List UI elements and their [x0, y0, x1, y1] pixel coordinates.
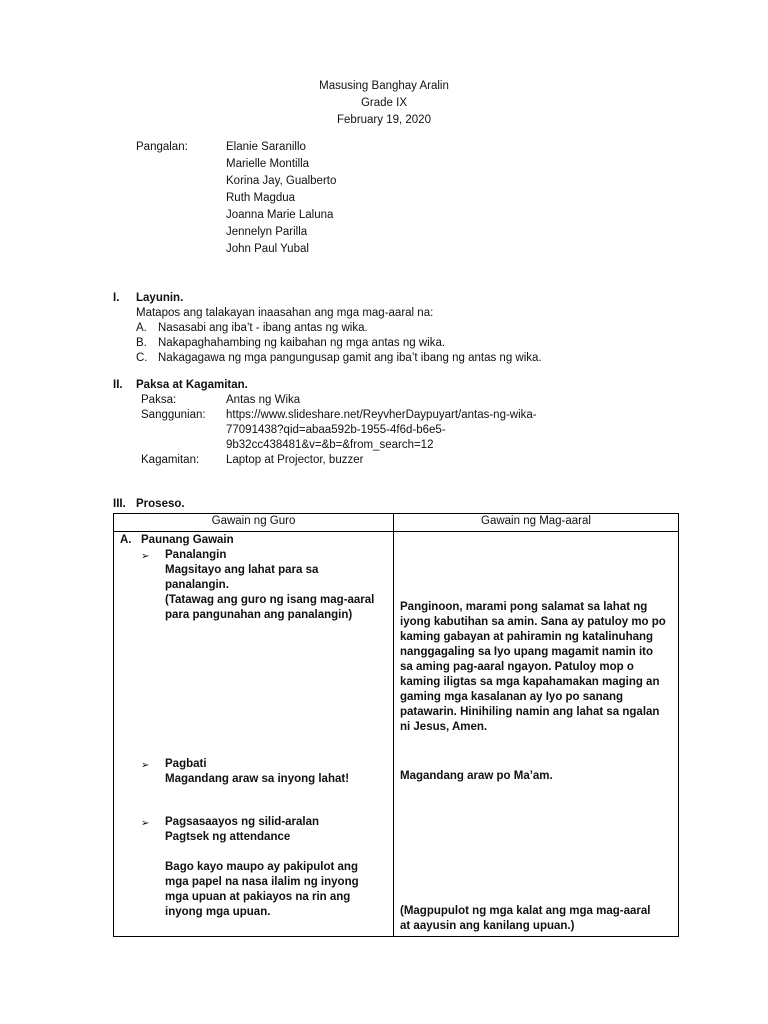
arrow-bullet-icon: ➢ [141, 760, 150, 771]
pagsasaayos-response-line: (Magpupulot ng mga kalat ang mga mag-aaral [400, 905, 651, 917]
name-list [226, 140, 336, 259]
layunin-intro: Matapos ang talakayan inaasahan ang mga mag-aaral na: [136, 307, 434, 319]
kagamitan-value: Laptop at Projector, buzzer [226, 454, 364, 466]
column-header-guro: Gawain ng Guro [114, 514, 394, 532]
column-header-magaaral: Gawain ng Mag-aaral [394, 514, 679, 532]
paksa-numeral: II. [113, 379, 123, 391]
table-row [114, 532, 679, 937]
name-item: Ruth Magdua [226, 192, 296, 204]
panalangin-title: Panalangin [165, 549, 227, 561]
paksa-heading: Paksa at Kagamitan. [136, 379, 248, 391]
panalangin-response-line: gaming mga kasalanan ay Iyo po sanang [400, 691, 624, 703]
pagsasaayos-subtitle: Pagtsek ng attendance [165, 831, 291, 843]
panalangin-response-line: kaming gabayan at pahiramin ng katalinuhang [400, 631, 654, 643]
guro-cell [114, 532, 394, 937]
document-title: Masusing Banghay Aralin [319, 80, 449, 92]
sanggunian-line: 9b32cc438481&v=&b=&from_search=12 [226, 439, 434, 451]
arrow-bullet-icon: ➢ [141, 551, 150, 562]
proseso-heading: Proseso. [136, 498, 185, 510]
layunin-heading: Layunin. [136, 292, 184, 304]
pagsasaayos-response-line: at aayusin ang kanilang upuan.) [400, 920, 575, 932]
magaaral-cell [394, 532, 679, 937]
pagsasaayos-line: mga papel na nasa ilalim ng inyong [165, 876, 359, 888]
objective-label: C. [136, 352, 148, 364]
objective-text: Nakapaghahambing ng kaibahan ng mga antas ng wika. [158, 337, 446, 349]
proseso-table [113, 513, 679, 937]
name-item: Marielle Montilla [226, 158, 310, 170]
pangalan-label: Pangalan: [136, 141, 188, 153]
proseso-numeral: III. [113, 498, 126, 510]
name-item: Joanna Marie Laluna [226, 209, 334, 221]
pagsasaayos-line: inyong mga upuan. [165, 906, 271, 918]
pagbati-title: Pagbati [165, 758, 207, 770]
pagsasaayos-title: Pagsasaayos ng silid-aralan [165, 816, 320, 828]
panalangin-response-line: nanggagaling sa Iyo upang magamit namin ito [400, 646, 654, 658]
document-date: February 19, 2020 [337, 114, 431, 126]
name-item: Elanie Saranillo [226, 141, 306, 153]
sanggunian-line: https://www.slideshare.net/ReyvherDaypuyart/antas-ng-wika- [226, 409, 537, 421]
panalangin-line: para pangunahan ang panalangin) [165, 609, 353, 621]
panalangin-line: panalangin. [165, 579, 229, 591]
name-item: Korina Jay, Gualberto [226, 175, 337, 187]
objective-label: B. [136, 337, 147, 349]
objective-text: Nasasabi ang iba’t - ibang antas ng wika. [158, 322, 368, 334]
grade-level: Grade IX [360, 97, 408, 109]
panalangin-line: Magsitayo ang lahat para sa [165, 564, 319, 576]
panalangin-response-line: sa aming pag-aaral ngayon. Patuloy mop o [400, 661, 634, 673]
objective-label: A. [136, 322, 147, 334]
pagbati-line: Magandang araw sa inyong lahat! [165, 773, 350, 785]
pagsasaayos-line: Bago kayo maupo ay pakipulot ang [165, 861, 358, 873]
panalangin-response-line: patawarin. Hinihiling namin ang lahat sa ngalan [400, 706, 660, 718]
pagsasaayos-line: mga upuan at pakiayos na rin ang [165, 891, 351, 903]
panalangin-response-line: iyong kabutihan sa amin. Sana ay patuloy mo po [400, 616, 666, 628]
kagamitan-label: Kagamitan: [141, 454, 200, 466]
layunin-numeral: I. [113, 292, 120, 304]
paksa-label: Paksa: [141, 394, 177, 406]
objective-text: Nakagagawa ng mga pangungusap gamit ang iba’t ibang ng antas ng wika. [158, 352, 542, 364]
sanggunian-line: 77091438?qid=abaa592b-1955-4f6d-b6e5- [226, 424, 446, 436]
paksa-value: Antas ng Wika [226, 394, 301, 406]
sanggunian-label: Sanggunian: [141, 409, 206, 421]
name-item: John Paul Yubal [226, 243, 309, 255]
arrow-bullet-icon: ➢ [141, 818, 150, 829]
panalangin-response-line: Panginoon, marami pong salamat sa lahat ng [400, 601, 648, 613]
section-label: A. [120, 534, 132, 546]
name-item: Jennelyn Parilla [226, 226, 308, 238]
section-title: Paunang Gawain [141, 534, 234, 546]
panalangin-response-line: kaming iligtas sa mga kapahamakan maging an [400, 676, 660, 688]
table-header-row [114, 514, 679, 532]
pagbati-response: Magandang araw po Ma’am. [400, 770, 553, 782]
panalangin-line: (Tatawag ang guro ng isang mag-aaral [165, 594, 375, 606]
panalangin-response-line: ni Jesus, Amen. [400, 721, 488, 733]
